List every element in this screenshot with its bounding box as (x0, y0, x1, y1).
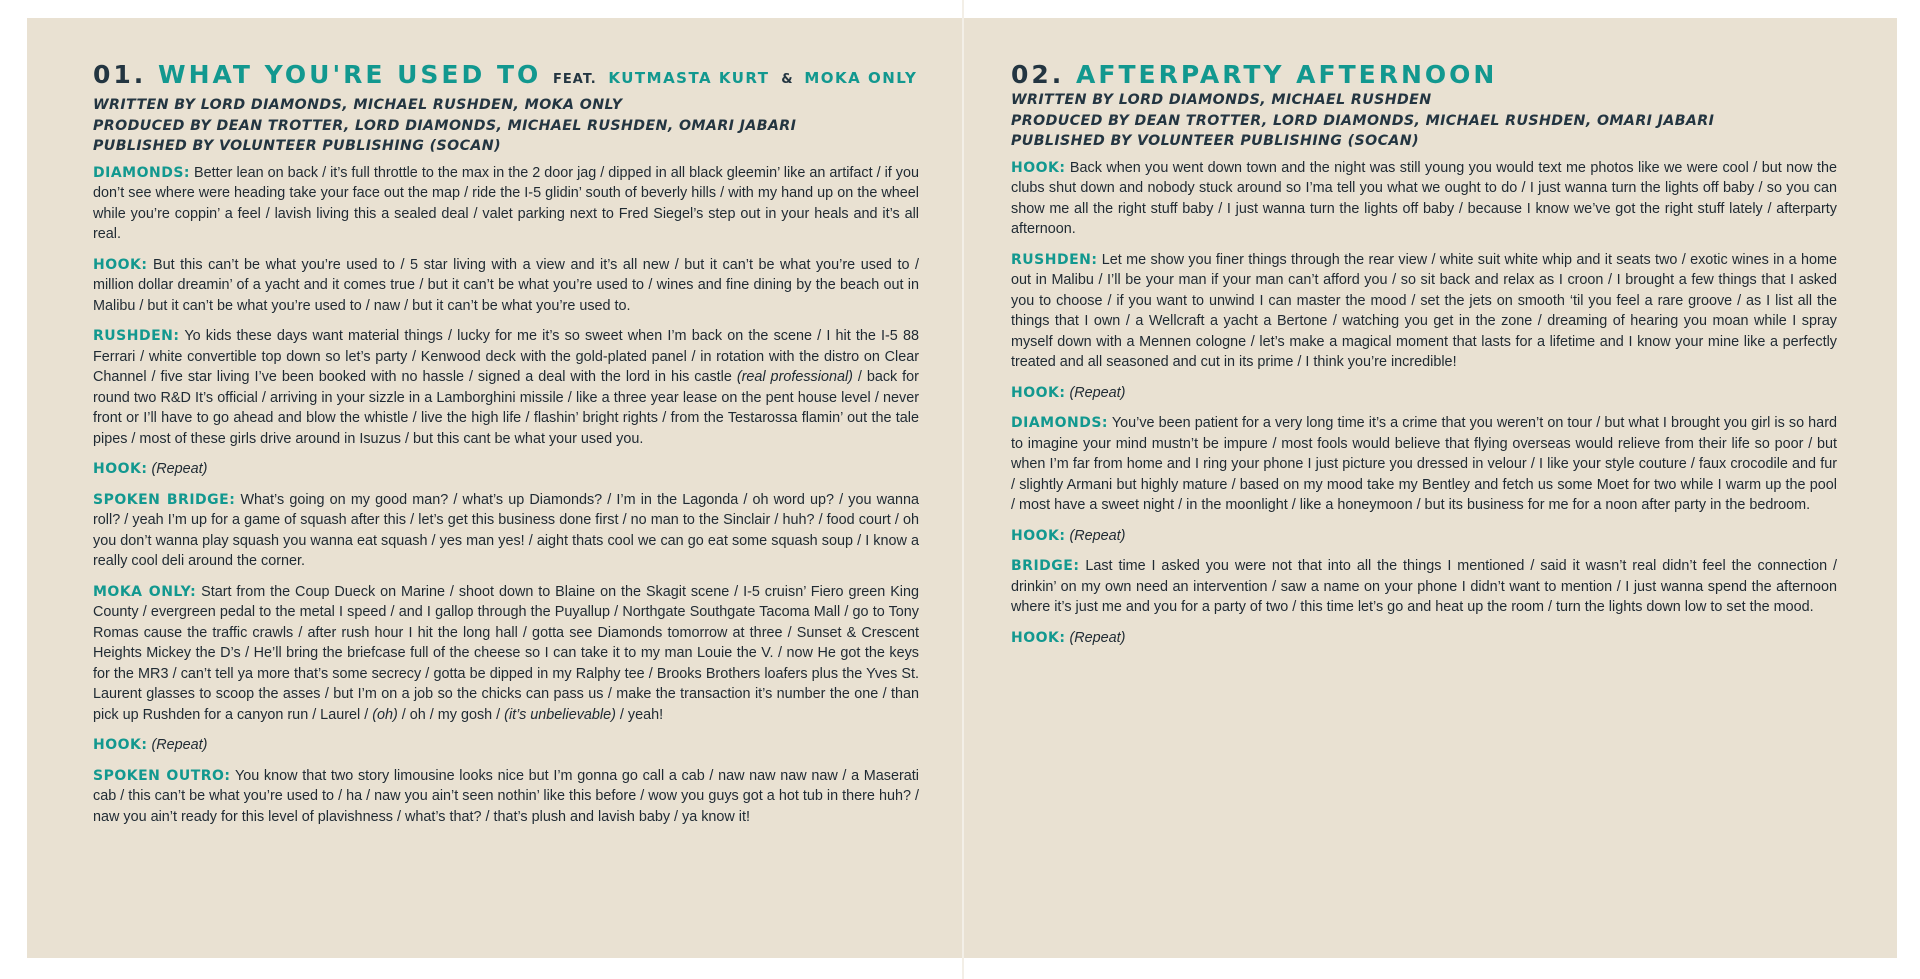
published-by: PUBLISHED BY VOLUNTEER PUBLISHING (SOCAN) (93, 138, 501, 154)
verse-aside: (it’s unbelievable) (504, 706, 616, 723)
feat-label: FEAT. (553, 72, 597, 87)
verse-label: HOOK: (1011, 629, 1066, 646)
verse-hook-repeat (1011, 526, 1837, 547)
verse-text: / back for round two R&D It’s official / arriving in your sizzle in a Lamborghini missile / like a three year lease on the pent house level / never front or I’ll have to go ahead and blow the whistle / live the high life / flashin’ bright rights / from the Testarossa flamin’ out the tale pipes / most of these girls drive around in Isuzus / but this cant be what your used you. (93, 369, 919, 447)
verse-hook (1011, 158, 1837, 240)
verse-hook-repeat (1011, 383, 1837, 404)
booklet-spine (962, 0, 964, 979)
verse-text: (Repeat) (1069, 384, 1126, 401)
track-title-02 (1011, 60, 1837, 90)
verse-diamonds (93, 163, 919, 245)
verse-moka-only (93, 582, 919, 726)
verse-text: / yeah! (615, 706, 664, 723)
track-number: 02. (1011, 60, 1065, 89)
verse-label: SPOKEN OUTRO: (93, 767, 231, 784)
verse-text: (Repeat) (1069, 629, 1126, 646)
track-name: WHAT YOU'RE USED TO (158, 60, 542, 89)
verse-text: You know that two story limousine looks nice but I’m gonna go call a cab / naw naw naw naw / a Maserati cab / this can’t be what you’re used to / ha / naw you ain’t seen nothin’ like this before / wow you guys got a hot tub in there huh? / naw you ain’t ready for this level of plavishness / what’s that? / that’s plush and lavish baby / ya know it! (93, 767, 919, 825)
verse-text: But this can’t be what you’re used to / 5 star living with a view and it’s all new / but it can’t be what you’re used to / million dollar dreamin’ of a yacht and it comes true / but it can’t be what you’re used to / wines and fine dining by the beach out in Malibu / but it can’t be what you’re used to / naw / but it can’t be what you’re used to. (93, 256, 919, 314)
verse-label: HOOK: (93, 737, 148, 753)
track-name: AFTERPARTY AFTERNOON (1076, 60, 1498, 89)
verse-label: RUSHDEN: (93, 328, 180, 344)
verse-hook (93, 255, 919, 317)
verse-label: HOOK: (1011, 527, 1066, 544)
verse-bridge (1011, 556, 1837, 618)
track-title-01 (93, 60, 919, 95)
verse-label: RUSHDEN: (1011, 251, 1098, 268)
verse-label: MOKA ONLY: (93, 583, 197, 600)
verse-label: DIAMONDS: (93, 164, 191, 181)
verse-aside: (real professional) (736, 369, 853, 385)
verse-text: You’ve been patient for a very long time it’s a crime that you weren’t on tour / but what I brought you girl is so hard to imagine your mind mustn’t be impure / most fools would believe that flying overseas would relieve from their life so poor / but when I’m far from home and I ring your phone I just picture you dressed in velour / I like your style couture / faux crocodile and fur / slightly Armani but highly mature / based on my mood take my Bentley and fetch us some Moet for two while I warm up the pool / most have a sweet night / in the moonlight / like a honeymoon / but its business for me for a noon after party in the bedroom. (1011, 415, 1837, 513)
verse-spoken-bridge (93, 490, 919, 572)
feat-artist: KUTMASTA KURT (608, 69, 770, 87)
verse-label: SPOKEN BRIDGE: (93, 491, 236, 508)
verse-rushden (1011, 250, 1837, 373)
verse-text: (Repeat) (151, 737, 208, 753)
verse-label: DIAMONDS: (1011, 415, 1109, 431)
credits (93, 95, 919, 157)
credits (1011, 90, 1837, 152)
verse-text: Start from the Coup Dueck on Marine / shoot down to Blaine on the Skagit scene / I-5 cruisn’ Fiero green King County / evergreen pedal to the metal I speed / and I gallop through the Puyallup / Northgate Southgate Tacoma Mall / go to Tony Romas cause the traffic crawls / after rush hour I hit the long hall / gotta see Diamonds tomorrow at three / Sunset & Crescent Heights Mickey the D’s / He’ll bring the briefcase full of the cheese so I can take it to my man Louie the V. / now He got the keys for the MR3 / can’t tell ya more that’s some secrecy / gotta be dipped in my Ralphy tee / Brooks Brothers loafers plus the Yves St. Laurent glasses to scoop the asses / but I’m on a job so the chicks can pass us / make the transaction it’s number the one / than pick up Rushden for a canyon run / Laurel / (93, 583, 920, 723)
feat-artist: MOKA ONLY (804, 69, 918, 87)
verse-text: Back when you went down town and the night was still young you would text me photos like we were cool / but now the clubs shut down and nobody stuck around so I’ma tell you what we ought to do / I just wanna turn the lights off baby / so you can show me all the right stuff baby / I just wanna turn the lights off baby / because I know we’ve got the right stuff lately / afterparty afternoon. (1011, 159, 1837, 237)
track-number: 01. (93, 60, 147, 89)
written-by: WRITTEN BY LORD DIAMONDS, MICHAEL RUSHDEN, MOKA ONLY (93, 97, 623, 113)
verse-text: What’s going on my good man? / what’s up Diamonds? / I’m in the Lagonda / oh word up? / you wanna roll? / yeah I’m up for a game of squash after this / let’s get this business done first / no man to the Sinclair / huh? / food court / oh you don’t wanna play squash you wanna eat squash / yes man yes! / aight thats cool we can go eat some squash soup / I know a really cool deli around the corner. (93, 491, 920, 569)
verse-text: Last time I asked you were not that into all the things I mentioned / said it wasn’t real didn’t feel the connection / drinkin’ on my own need an intervention / saw a name on your phone I didn’t want to mention / I just wanna spend the afternoon where it’s just me and you for a party of two / this time let’s go and heat up the room / turn the lights down low to set the mood. (1011, 558, 1837, 615)
verse-spoken-outro (93, 766, 919, 828)
verse-hook-repeat (1011, 628, 1837, 649)
verse-diamonds (1011, 413, 1837, 516)
verse-text: Better lean on back / it’s full throttle to the max in the 2 door jag / dipped in all black gleemin’ like an artifact / if you don’t see where were heading take your face out the map / ride the I-5 glidin’ south of beverly hills / with my hand up on the wheel while you’re coppin’ a feel / lavish living this a sealed deal / valet parking next to Fred Siegel’s step out in your heals and it’s all real. (93, 164, 919, 242)
verse-aside: (oh) (372, 706, 398, 723)
track-01-lyrics (93, 60, 919, 837)
verse-hook-repeat (93, 459, 919, 480)
published-by: PUBLISHED BY VOLUNTEER PUBLISHING (SOCAN) (1011, 133, 1419, 149)
verse-text: / oh / my gosh / (397, 706, 505, 723)
verse-rushden (93, 326, 919, 449)
verse-label: HOOK: (93, 461, 148, 477)
verse-label: BRIDGE: (1011, 558, 1080, 574)
verse-label: HOOK: (1011, 159, 1066, 176)
verse-text: Let me show you finer things through the rear view / white suit white whip and it seats two / exotic wines in a home out in Malibu / I’ll be your man if your man can’t afford you / so sit back and relax as I croon / I brought a few things that I asked you to choose / if you want to unwind I can master the mood / set the jets on smooth ‘til you feel a rare groove / as I list all the things that I own / a Wellcraft a yacht a Bertone / watching you get in the zone / dreaming of hearing you moan while I spray myself down with a Mennen cologne / let’s make a magical moment that lasts for a lifetime and I know your mine like a perfectly treated and all seasoned and cut in its prime / I think you’re incredible! (1011, 251, 1838, 370)
track-02-lyrics (1011, 60, 1837, 658)
written-by: WRITTEN BY LORD DIAMONDS, MICHAEL RUSHDEN (1011, 92, 1432, 108)
verse-text: (Repeat) (1069, 527, 1126, 544)
produced-by: PRODUCED BY DEAN TROTTER, LORD DIAMONDS, MICHAEL RUSHDEN, OMARI JABARI (93, 117, 797, 134)
verse-label: HOOK: (1011, 384, 1066, 401)
produced-by: PRODUCED BY DEAN TROTTER, LORD DIAMONDS, MICHAEL RUSHDEN, OMARI JABARI (1011, 112, 1715, 129)
feat-ampersand: & (781, 72, 793, 87)
verse-hook-repeat (93, 735, 919, 756)
verse-label: HOOK: (93, 256, 148, 273)
verse-text: Yo kids these days want material things / lucky for me it’s so sweet when I’m back on the scene / I hit the I-5 88 Ferrari / white convertible top down so let’s party / Kenwood deck with the gold-plated panel / in rotation with the distro on Clear Channel / five star living I’ve been booked with no hassle / signed a deal with the lord in his castle (93, 328, 919, 385)
verse-text: (Repeat) (151, 461, 208, 477)
